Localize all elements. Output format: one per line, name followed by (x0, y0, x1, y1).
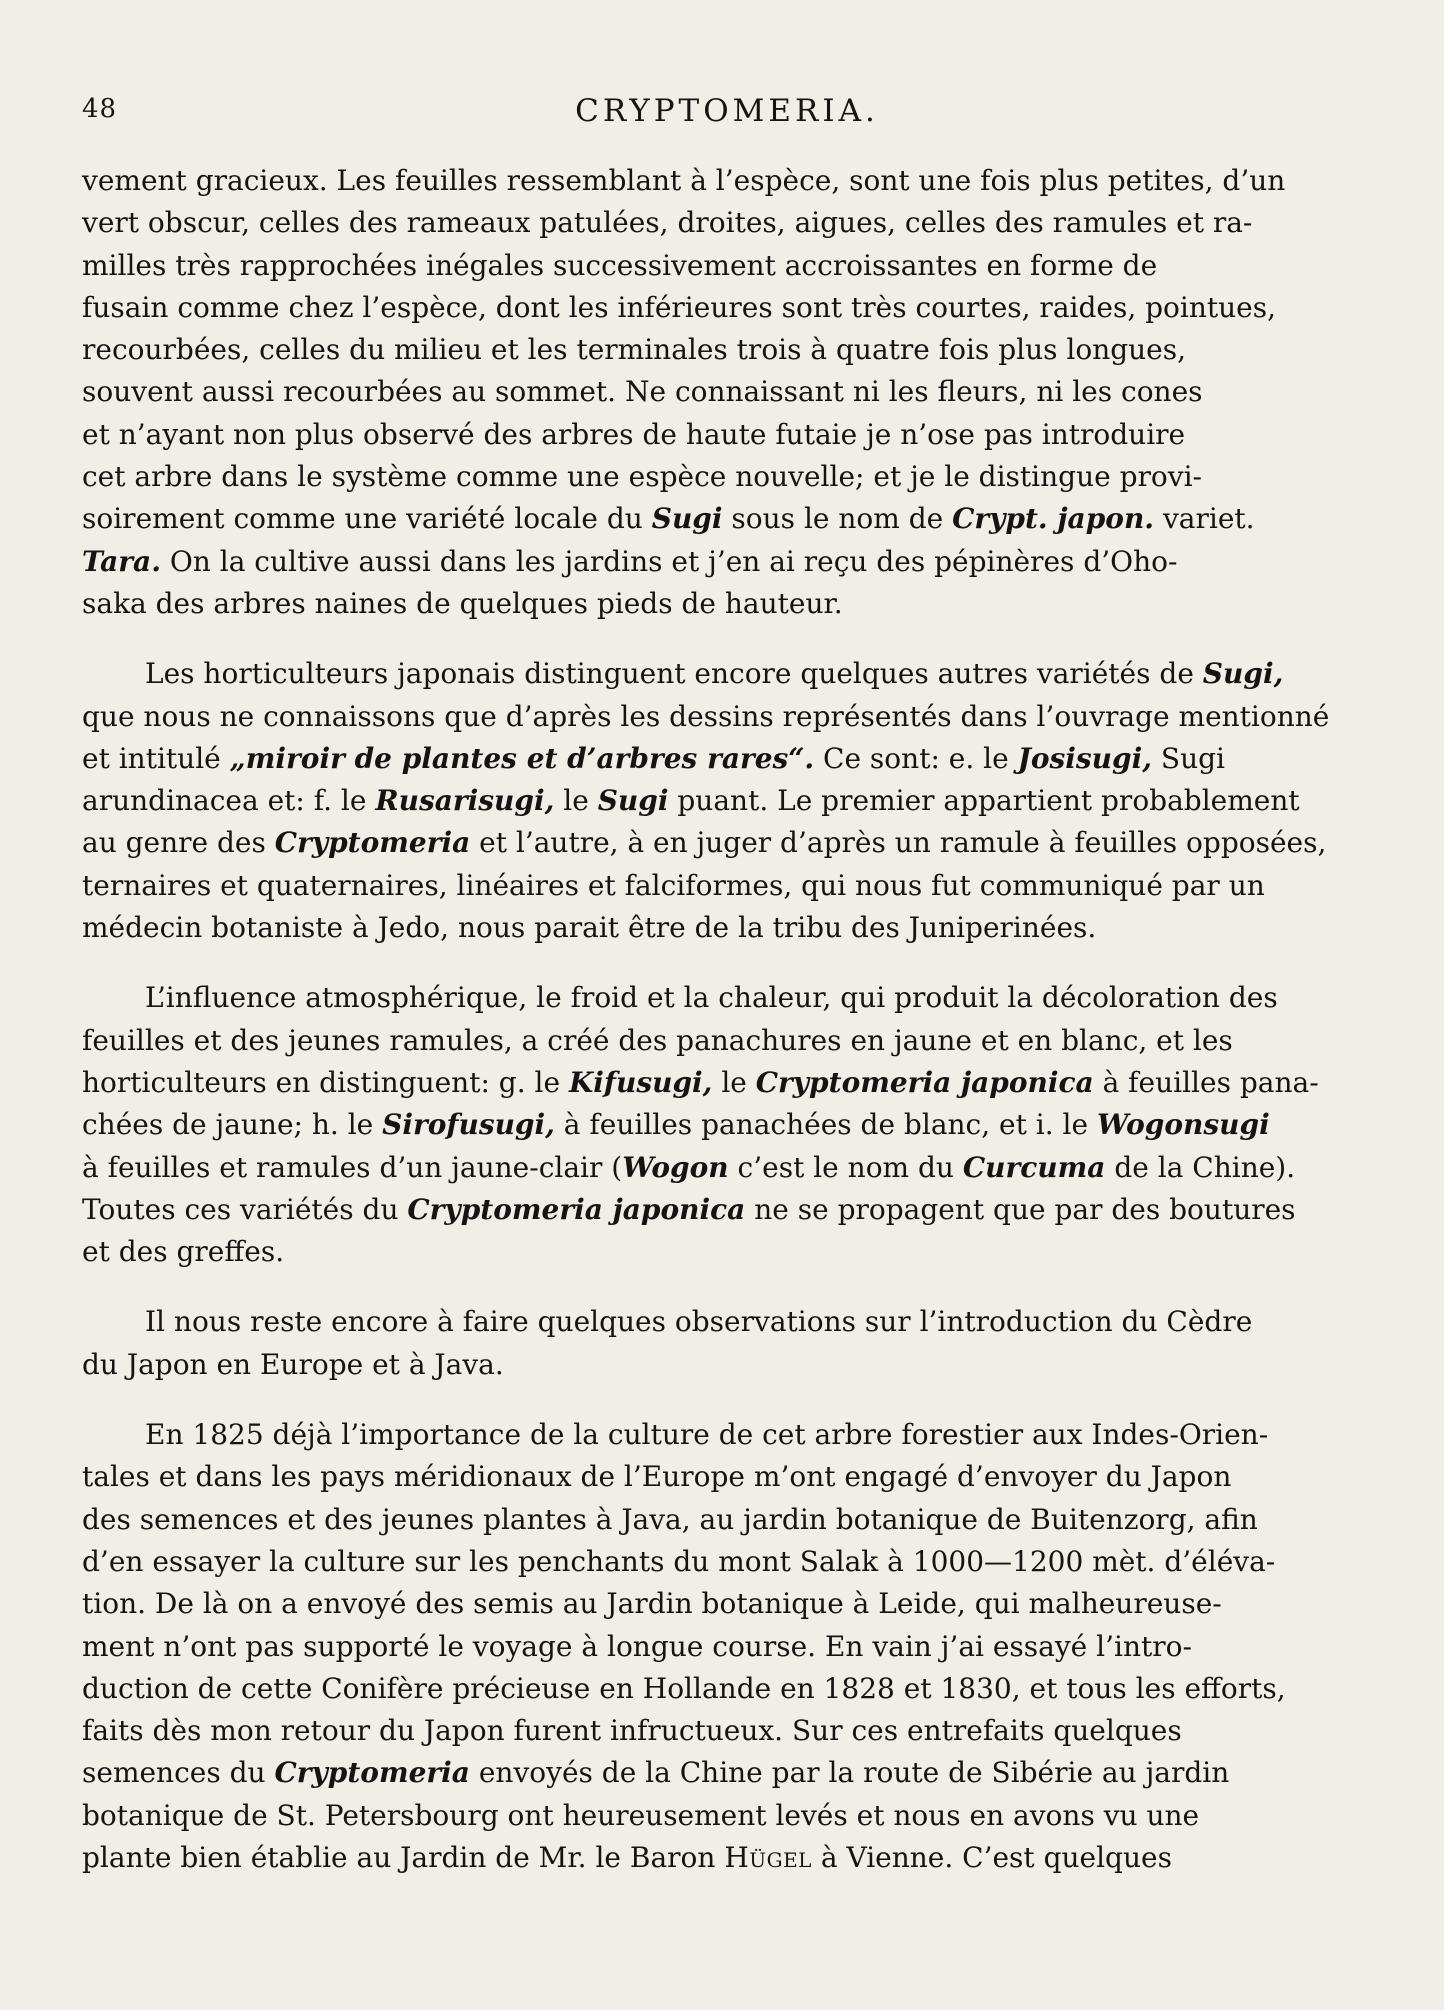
text-fragment: arundinacea et: f. le (82, 784, 376, 818)
italic-term: Wogonsugi (1096, 1108, 1270, 1142)
text-line: et n’ayant non plus observé des arbres de haute futaie je n’ose pas introduire (82, 417, 1186, 451)
text-fragment: à Vienne. C’est quelques (811, 1840, 1172, 1874)
text-fragment: soirement comme une variété locale du (82, 502, 652, 536)
italic-term: Crypt. japon. (952, 502, 1155, 536)
italic-term: Sugi (597, 784, 669, 818)
body-text (82, 160, 1372, 1879)
text-line: du Japon en Europe et à Java. (82, 1347, 504, 1381)
text-fragment: à feuilles et ramules d’un jaune-clair ( (82, 1150, 623, 1184)
running-title: CRYPTOMERIA. (575, 93, 879, 129)
text-fragment: Toutes ces variétés du (82, 1192, 408, 1226)
text-line: tion. De là on a envoyé des semis au Jardin botanique à Leide, qui malheureuse- (82, 1587, 1222, 1621)
text-fragment: ne se propagent que par des boutures (745, 1192, 1296, 1226)
italic-term: Tara. (82, 544, 161, 578)
text-line: faits dès mon retour du Japon furent infructueux. Sur ces entrefaits quelques (82, 1714, 1182, 1748)
text-fragment: horticulteurs en distinguent: g. le (82, 1065, 569, 1099)
italic-term: Kifusugi, (568, 1065, 713, 1099)
text-line: Il nous reste encore à faire quelques observations sur l’introduction du Cèdre (145, 1305, 1253, 1339)
text-fragment: Les horticulteurs japonais distinguent encore quelques autres variétés de (145, 657, 1203, 691)
paragraph-3 (82, 977, 1372, 1273)
text-line: saka des arbres naines de quelques pieds de hauteur. (82, 586, 843, 620)
text-fragment: Ce sont: e. le (814, 741, 1018, 775)
paragraph-4 (82, 1301, 1372, 1386)
text-fragment: On la cultive aussi dans les jardins et j’en ai reçu des pépinères d’Oho- (160, 544, 1178, 578)
text-fragment: au genre des (82, 826, 275, 860)
italic-term: Josisugi, (1017, 741, 1152, 775)
italic-term: Sugi (651, 502, 723, 536)
italic-term: Cryptomeria (274, 1756, 470, 1790)
text-line: souvent aussi recourbées au sommet. Ne connaissant ni les fleurs, ni les cones (82, 375, 1203, 409)
text-line: des semences et des jeunes plantes à Java, au jardin botanique de Buitenzorg, afin (82, 1502, 1258, 1536)
text-fragment: le (712, 1065, 756, 1099)
text-fragment: à feuilles panachées de blanc, et i. le (554, 1108, 1097, 1142)
text-line: que nous ne connaissons que d’après les dessins représentés dans l’ouvrage mentionné (82, 699, 1330, 733)
italic-term: Sugi, (1202, 657, 1284, 691)
italic-term: Sirofusugi, (382, 1108, 555, 1142)
text-line: L’influence atmosphérique, le froid et la chaleur, qui produit la décoloration des (145, 981, 1278, 1015)
person-name: Hügel (724, 1840, 812, 1874)
italic-term: Wogon (622, 1150, 729, 1184)
text-fragment: de la Chine). (1105, 1150, 1296, 1184)
text-line: ment n’ont pas supporté le voyage à longue course. En vain j’ai essayé l’intro- (82, 1629, 1192, 1663)
text-line: botanique de St. Petersbourg ont heureusement levés et nous en avons vu une (82, 1798, 1200, 1832)
text-line: ternaires et quaternaires, linéaires et falciformes, qui nous fut communiqué par un (82, 868, 1265, 902)
text-fragment: le (554, 784, 598, 818)
text-fragment: envoyés de la Chine par la route de Sibérie au jardin (469, 1756, 1230, 1790)
page-number: 48 (82, 94, 118, 124)
text-fragment: sous le nom de (722, 502, 953, 536)
italic-term: Rusarisugi, (375, 784, 555, 818)
text-line: feuilles et des jeunes ramules, a créé des panachures en jaune et en blanc, et les (82, 1023, 1233, 1057)
text-fragment: et intitulé (82, 741, 230, 775)
text-line: d’en essayer la culture sur les penchants du mont Salak à 1000—1200 mèt. d’éléva- (82, 1544, 1276, 1578)
text-line: milles très rapprochées inégales successivement accroissantes en forme de (82, 248, 1158, 282)
text-fragment: variet. (1154, 502, 1255, 536)
italic-title: „miroir de plantes et d’arbres rares“. (229, 741, 815, 775)
text-fragment: puant. Le premier appartient probablement (668, 784, 1300, 818)
text-fragment: semences du (82, 1756, 275, 1790)
italic-term: Curcuma (962, 1150, 1106, 1184)
text-fragment: à feuilles pana- (1093, 1065, 1319, 1099)
text-line: recourbées, celles du milieu et les terminales trois à quatre fois plus longues, (82, 333, 1187, 367)
text-fragment: plante bien établie au Jardin de Mr. le Baron (82, 1840, 725, 1874)
italic-term: Cryptomeria japonica (407, 1192, 746, 1226)
paragraph-5 (82, 1414, 1372, 1879)
text-line: duction de cette Conifère précieuse en Hollande en 1828 et 1830, et tous les efforts, (82, 1671, 1286, 1705)
text-fragment: Sugi (1152, 741, 1225, 775)
text-fragment: et l’autre, à en juger d’après un ramule à feuilles opposées, (470, 826, 1327, 860)
text-line: cet arbre dans le système comme une espèce nouvelle; et je le distingue provi- (82, 460, 1202, 494)
text-line: tales et dans les pays méridionaux de l’Europe m’ont engagé d’envoyer du Japon (82, 1460, 1232, 1494)
page-header (82, 93, 1372, 138)
text-line: fusain comme chez l’espèce, dont les inférieures sont très courtes, raides, pointues, (82, 290, 1277, 324)
text-line: et des greffes. (82, 1235, 285, 1269)
text-fragment: chées de jaune; h. le (82, 1108, 383, 1142)
text-fragment: c’est le nom du (728, 1150, 963, 1184)
paragraph-1 (82, 160, 1372, 625)
text-line: médecin botaniste à Jedo, nous parait être de la tribu des Juniperinées. (82, 911, 1097, 945)
text-line: vert obscur, celles des rameaux patulées, droites, aigues, celles des ramules et ra- (82, 206, 1253, 240)
italic-term: Cryptomeria (274, 826, 471, 860)
italic-term: Cryptomeria japonica (755, 1065, 1094, 1099)
text-line: vement gracieux. Les feuilles ressemblant à l’espèce, sont une fois plus petites, d’un (82, 164, 1286, 197)
text-line: En 1825 déjà l’importance de la culture de cet arbre forestier aux Indes-Orien- (145, 1418, 1269, 1452)
paragraph-2 (82, 653, 1372, 949)
